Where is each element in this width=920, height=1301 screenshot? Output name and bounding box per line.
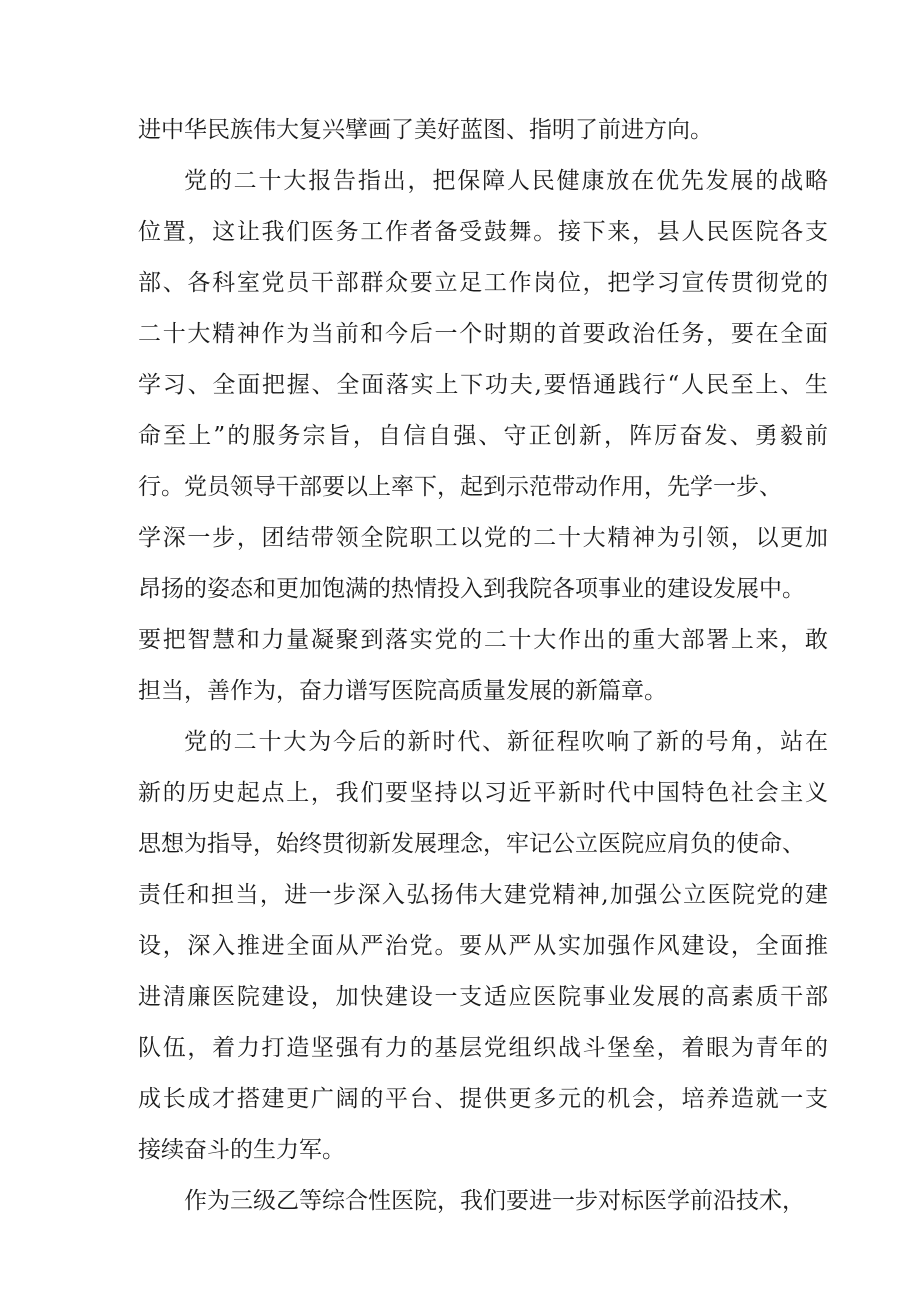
text-line: 责任和担当，进一步深入弘扬伟大建党精神,加强公立医院党的建	[138, 882, 828, 908]
text-line: 昂扬的姿态和更加饱满的热情投入到我院各项事业的建设发展中。	[138, 576, 805, 602]
text-line: 接续奋斗的生力军。	[138, 1137, 345, 1163]
text-line: 设，深入推进全面从严治党。要从严从实加强作风建设，全面推	[138, 933, 828, 959]
text-line: 要把智慧和力量凝聚到落实党的二十大作出的重大部署上来，敢	[138, 627, 828, 653]
text-line: 学深一步，团结带领全院职工以党的二十大精神为引领，以更加	[138, 525, 828, 551]
paragraph-first-line: 党的二十大报告指出，把保障人民健康放在优先发展的战略	[184, 168, 828, 194]
text-line: 命至上”的服务宗旨，自信自强、守正创新，阵厉奋发、勇毅前	[138, 423, 828, 449]
text-line: 学习、全面把握、全面落实上下功夫,要悟通践行“人民至上、生	[138, 372, 828, 398]
text-line: 担当，善作为，奋力谱写医院高质量发展的新篇章。	[138, 678, 667, 704]
paragraph-first-line: 党的二十大为今后的新时代、新征程吹响了新的号角，站在	[184, 729, 828, 755]
text-line: 新的历史起点上，我们要坚持以习近平新时代中国特色社会主义	[138, 780, 828, 806]
text-line: 位置，这让我们医务工作者备受鼓舞。接下来，县人民医院各支	[138, 219, 828, 245]
text-line: 二十大精神作为当前和今后一个时期的首要政治任务，要在全面	[138, 321, 828, 347]
text-line: 部、各科室党员干部群众要立足工作岗位，把学习宣传贯彻党的	[138, 270, 828, 296]
text-line: 进清廉医院建设，加快建设一支适应医院事业发展的高素质干部	[138, 984, 828, 1010]
text-line: 成长成才搭建更广阔的平台、提供更多元的机会，培养造就一支	[138, 1086, 828, 1112]
text-line: 思想为指导，始终贯彻新发展理念，牢记公立医院应肩负的使命、	[138, 831, 805, 857]
paragraph-first-line: 作为三级乙等综合性医院，我们要进一步对标医学前沿技术，	[184, 1188, 805, 1214]
text-line: 进中华民族伟大复兴擘画了美好蓝图、指明了前进方向。	[138, 117, 713, 143]
text-line: 行。党员领导干部要以上率下，起到示范带动作用，先学一步、	[138, 474, 782, 500]
text-line: 队伍，着力打造坚强有力的基层党组织战斗堡垒，着眼为青年的	[138, 1035, 828, 1061]
